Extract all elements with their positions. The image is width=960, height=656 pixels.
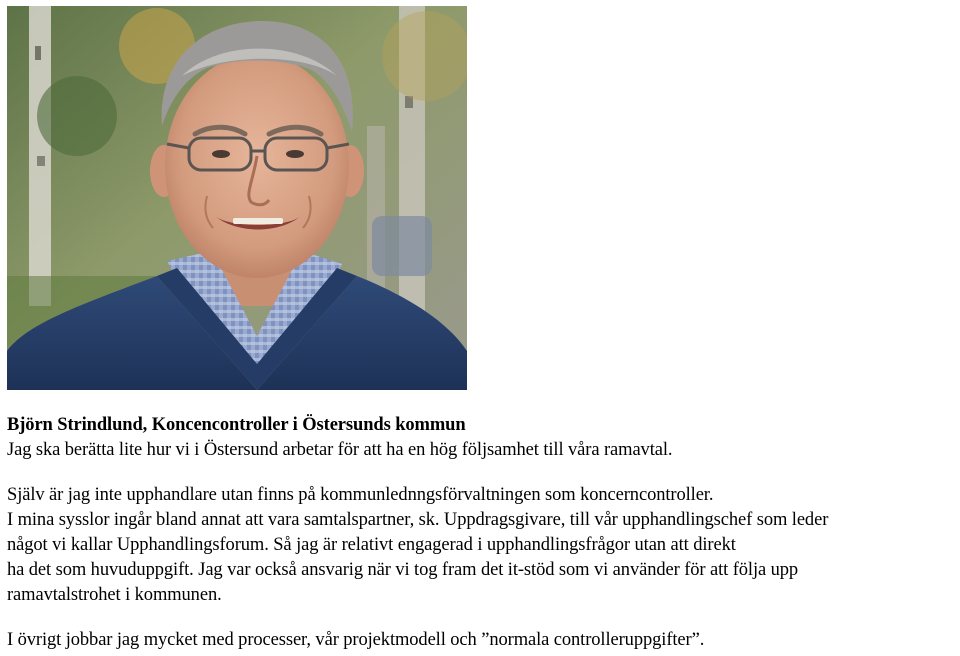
paragraph-line: något vi kallar Upphandlingsforum. Så jag är relativt engagerad i upphandlingsfrågor utan att direkt — [7, 535, 736, 555]
portrait-photo — [7, 6, 467, 390]
paragraph-line: I mina sysslor ingår bland annat att vara samtalspartner, sk. Uppdragsgivare, till vår upphandlingschef som leder — [7, 510, 829, 530]
closing-line: I övrigt jobbar jag mycket med processer, vår projektmodell och ”normala controlleruppgifter”. — [7, 630, 705, 650]
article-text — [7, 413, 959, 653]
paragraph-line: ramavtalstrohet i kommunen. — [7, 585, 222, 605]
paragraph-gap — [7, 608, 959, 628]
paragraph-gap — [7, 463, 959, 483]
paragraph-line: Själv är jag inte upphandlare utan finns på kommunlednngsförvaltningen som koncerncontroller. — [7, 485, 714, 505]
paragraph-line: ha det som huvuduppgift. Jag var också ansvarig när vi tog fram det it-stöd som vi använder för att följa upp — [7, 560, 799, 580]
author-heading: Björn Strindlund, Koncencontroller i Östersunds kommun — [7, 415, 466, 435]
intro-line: Jag ska berätta lite hur vi i Östersund arbetar för att ha en hög följsamhet till våra ramavtal. — [7, 440, 673, 460]
